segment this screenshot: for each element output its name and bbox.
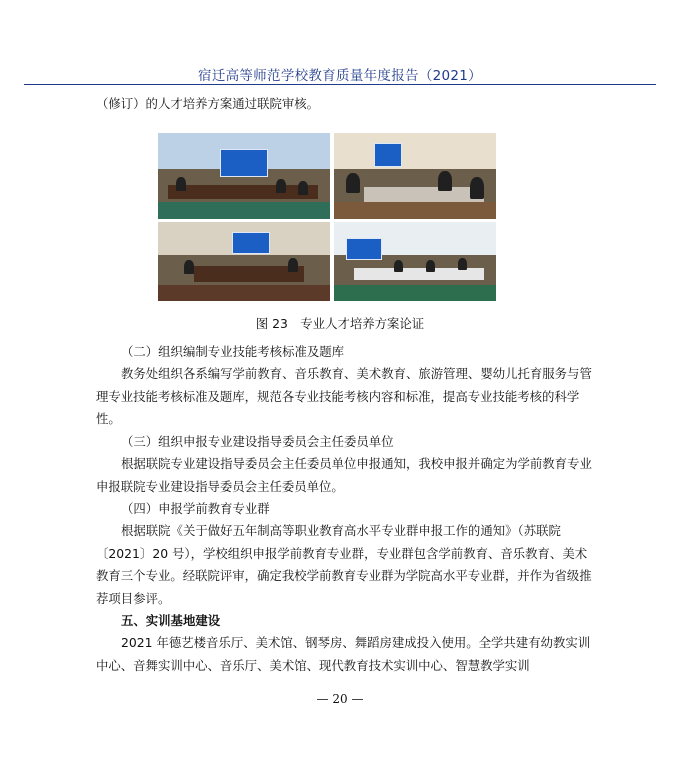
header-title: 宿迁高等师范学校教育质量年度报告（2021） [198, 68, 482, 84]
meeting-photo-4 [334, 222, 496, 301]
meeting-photo-collage [158, 133, 496, 301]
header-rule [24, 84, 656, 85]
section-heading-5: 五、实训基地建设 [121, 613, 221, 628]
meeting-photo-3 [158, 222, 330, 301]
section-text-5: 2021 年德艺楼音乐厅、美术馆、钢琴房、舞蹈房建成投入使用。全学共建有幼教实训中心、音舞实训中心、音乐厅、美术馆、现代教育技术实训中心、智慧教学实训 [96, 635, 591, 673]
section-text-2: 教务处组织各系编写学前教育、音乐教育、美术教育、旅游管理、婴幼儿托育服务与管理专业技能考核标准及题库，规范各专业技能考核内容和标准，提高专业技能考核的科学性。 [96, 366, 592, 426]
meeting-photo-2 [334, 133, 496, 219]
intro-line: （修订）的人才培养方案通过联院审核。 [96, 96, 320, 111]
section-heading-2: （二）组织编制专业技能考核标准及题库 [121, 344, 345, 359]
section-heading-3: （三）组织申报专业建设指导委员会主任委员单位 [121, 434, 394, 449]
page-number: — 20 — [316, 692, 364, 706]
meeting-photo-1 [158, 133, 330, 219]
section-heading-4: （四）申报学前教育专业群 [121, 501, 270, 516]
section-text-4: 根据联院《关于做好五年制高等职业教育高水平专业群申报工作的通知》（苏联院〔2021〕20 号），学校组织申报学前教育专业群，专业群包含学前教育、音乐教育、美术教育三个专业。经联院评审，确定我校学前教育专业群为学院高水平专业群，并作为省级推荐项目参评。 [96, 523, 592, 606]
section-text-3: 根据联院专业建设指导委员会主任委员单位申报通知，我校申报并确定为学前教育专业申报联院专业建设指导委员会主任委员单位。 [96, 456, 592, 494]
figure-caption: 图 23 专业人才培养方案论证 [255, 316, 425, 331]
